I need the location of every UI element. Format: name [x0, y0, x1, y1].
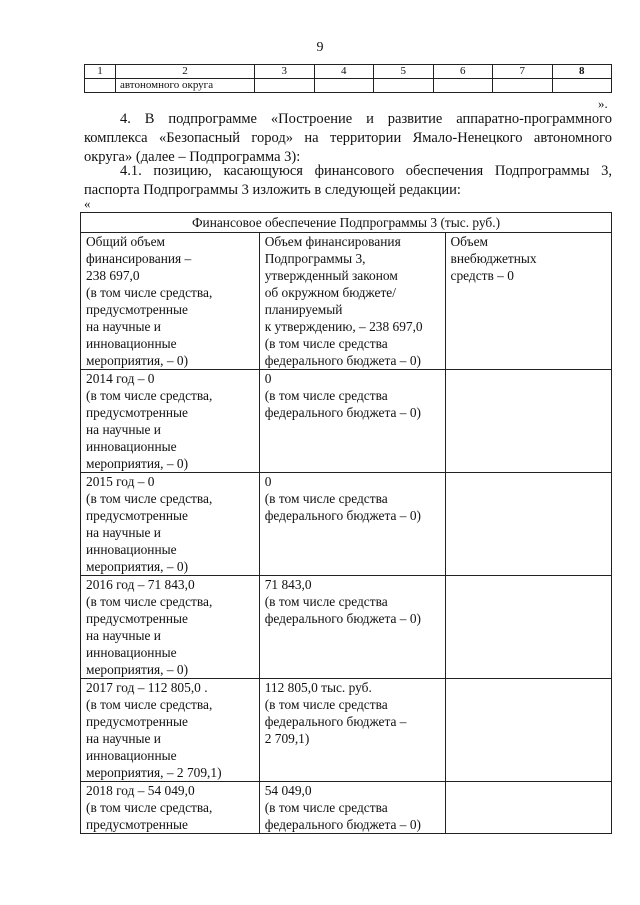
- paragraph-subprogram-3: 4. В подпрограмме «Построение и развитие аппаратно-программного комплекса «Безопасный город» на территории Ямало-Ненецкого автономного округа» (далее – Подпрограмма 3):: [84, 111, 612, 165]
- table-cell: [493, 79, 553, 93]
- table-row: [81, 576, 612, 679]
- table-row: [81, 233, 612, 370]
- column-number-cell: 6: [433, 65, 493, 79]
- header-content-row: [85, 79, 612, 93]
- table-cell: [552, 79, 612, 93]
- finance-table: [80, 212, 612, 834]
- column-number-table: [84, 64, 612, 93]
- opening-quote: «: [84, 196, 91, 211]
- table-row: [81, 782, 612, 834]
- budget-cell: Объем финансирования Подпрограммы 3, утвержденный законом об окружном бюджете/ планируемый к утверждению, – 238 697,0 (в том числе средства федерального бюджета – 0): [259, 233, 445, 370]
- extra-budget-cell: [445, 782, 612, 834]
- extra-budget-cell: [445, 679, 612, 782]
- column-number-row: [85, 65, 612, 79]
- table-cell: [314, 79, 374, 93]
- column-number-cell: 5: [374, 65, 434, 79]
- total-cell: 2017 год – 112 805,0 . (в том числе средства, предусмотренные на научные и инновационные мероприятия, – 2 709,1): [81, 679, 260, 782]
- extra-budget-cell: Объем внебюджетных средств – 0: [445, 233, 612, 370]
- page-number: 9: [316, 40, 324, 55]
- budget-cell: 0 (в том числе средства федерального бюджета – 0): [259, 370, 445, 473]
- column-number-cell: 4: [314, 65, 374, 79]
- finance-table-title-row: [81, 213, 612, 233]
- column-number-cell: 1: [85, 65, 116, 79]
- paragraph-4-1: 4.1. позицию, касающуюся финансового обеспечения Подпрограммы 3, паспорта Подпрограммы 3 изложить в следующей редакции:: [84, 163, 612, 198]
- finance-table-title: Финансовое обеспечение Подпрограммы 3 (тыс. руб.): [81, 213, 612, 233]
- column-number-cell: 8: [552, 65, 612, 79]
- budget-cell: 54 049,0 (в том числе средства федерального бюджета – 0): [259, 782, 445, 834]
- column-number-cell: 7: [493, 65, 553, 79]
- column-number-cell: 3: [255, 65, 315, 79]
- budget-cell: 112 805,0 тыс. руб. (в том числе средства федерального бюджета – 2 709,1): [259, 679, 445, 782]
- table-row: [81, 473, 612, 576]
- table-row: [81, 679, 612, 782]
- table-cell: автономного округа: [116, 79, 255, 93]
- table-cell: [255, 79, 315, 93]
- total-cell: 2015 год – 0 (в том числе средства, предусмотренные на научные и инновационные мероприятия, – 0): [81, 473, 260, 576]
- extra-budget-cell: [445, 370, 612, 473]
- extra-budget-cell: [445, 473, 612, 576]
- column-number-cell: 2: [116, 65, 255, 79]
- budget-cell: 71 843,0 (в том числе средства федерального бюджета – 0): [259, 576, 445, 679]
- table-cell: [374, 79, 434, 93]
- total-cell: 2018 год – 54 049,0 (в том числе средства, предусмотренные: [81, 782, 260, 834]
- table-row: [81, 370, 612, 473]
- budget-cell: 0 (в том числе средства федерального бюджета – 0): [259, 473, 445, 576]
- extra-budget-cell: [445, 576, 612, 679]
- total-cell: Общий объем финансирования – 238 697,0 (в том числе средства, предусмотренные на научные и инновационные мероприятия, – 0): [81, 233, 260, 370]
- table-cell: [85, 79, 116, 93]
- total-cell: 2016 год – 71 843,0 (в том числе средства, предусмотренные на научные и инновационные мероприятия, – 0): [81, 576, 260, 679]
- closing-quote: ».: [598, 96, 608, 111]
- table-cell: [433, 79, 493, 93]
- total-cell: 2014 год – 0 (в том числе средства, предусмотренные на научные и инновационные мероприятия, – 0): [81, 370, 260, 473]
